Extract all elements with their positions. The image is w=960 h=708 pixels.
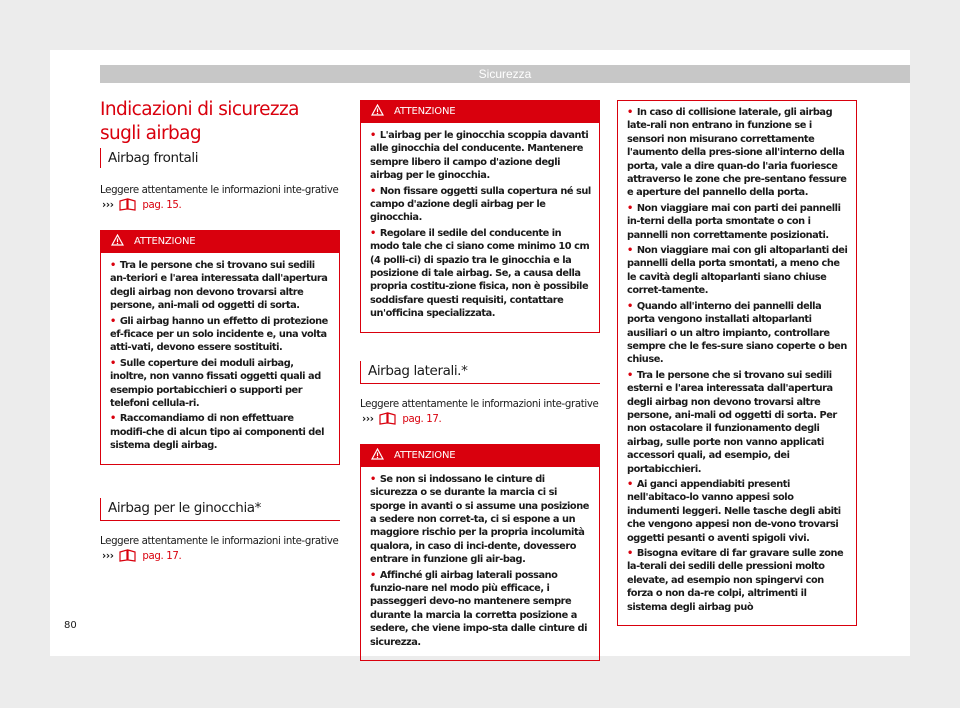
warning-body bbox=[618, 101, 856, 625]
warning-item: • Sulle coperture dei moduli airbag, inoltre, non vanno fissati oggetti quali ad esempio portabicchieri o supporti per telefoni cellula-ri. bbox=[110, 357, 321, 410]
intro-text: Leggere attentamente le informazioni inte-grative bbox=[100, 535, 339, 547]
warning-triangle-icon bbox=[371, 103, 384, 125]
section-title-knee-airbags bbox=[100, 498, 340, 521]
book-reference-icon[interactable] bbox=[119, 198, 136, 216]
section-title-text: Airbag frontali bbox=[108, 150, 199, 166]
chapter-header: Sicurezza bbox=[100, 65, 910, 83]
page-reference-link[interactable]: pag. 15. bbox=[142, 200, 182, 211]
warning-item: • Tra le persone che si trovano sui sedili esterni e l'area interessata dall'apertura degli airbag non devono trovarsi altre persone, ani-mali od oggetti di sorta. Per non ostacolare il funzionamento degli airbag, sulle porte non vanno applicati accessori quali, ad esempio, dei portabicchieri. bbox=[627, 369, 837, 475]
book-reference-icon[interactable] bbox=[379, 412, 396, 430]
warning-item: • Se non si indossano le cinture di sicurezza o se durante la marcia ci si sporge in avanti o si assume una posizione a sedere non corret-ta, ci si espone a un maggiore rischio per la propria incolumità qualora, in caso di inci-dente, dovessero entrare in funzione gli air-bag. bbox=[370, 473, 589, 566]
arrows-icon: ››› bbox=[362, 413, 374, 425]
warning-box-continued bbox=[617, 100, 857, 626]
warning-item: • Bisogna evitare di far gravare sulle zone la-terali dei sedili delle pressioni molto elevate, ad esempio non spingervi con forza o non da-re colpi, altrimenti il sistema degli airbag può bbox=[627, 548, 844, 613]
intro-paragraph bbox=[100, 184, 340, 216]
warning-item: • In caso di collisione laterale, gli airbag late-rali non entrano in funzione se i sensori non misurano correttamente l'aumento della pres-sione all'interno della porta, vale a dire quan-do l'aria fuoriesce attraverso le zone che pre-sentano fessure e aperture del pannello della porta. bbox=[627, 107, 847, 199]
warning-item: • Ai ganci appendiabiti presenti nell'abitaco-lo vanno appesi solo indumenti leggeri. Nelle tasche degli abiti che vengono appesi non de-vono trovarsi oggetti pesanti o aventi spigoli vivi. bbox=[627, 478, 841, 544]
intro-paragraph bbox=[100, 535, 340, 567]
page-title: Indicazioni di sicurezza sugli airbag bbox=[100, 99, 299, 144]
warning-triangle-icon bbox=[371, 447, 384, 469]
warning-item: • Non viaggiare mai con gli altoparlanti dei pannelli della porta smontati, a meno che le cavità degli altoparlanti siano chiuse corret-tamente. bbox=[627, 245, 848, 297]
arrows-icon: ››› bbox=[102, 550, 114, 562]
page-reference-link[interactable]: pag. 17. bbox=[142, 550, 182, 562]
arrows-icon: ››› bbox=[102, 200, 114, 211]
warning-item: • Raccomandiamo di non effettuare modifi-che di alcun tipo ai componenti del sistema degli airbag. bbox=[110, 413, 324, 452]
section-title-side-airbags bbox=[360, 361, 600, 384]
warning-body bbox=[101, 253, 339, 464]
warning-body bbox=[361, 467, 599, 660]
warning-header bbox=[361, 101, 599, 123]
warning-body bbox=[361, 123, 599, 332]
section-title-text: Airbag laterali.* bbox=[368, 362, 468, 379]
intro-paragraph bbox=[360, 398, 600, 430]
warning-triangle-icon bbox=[111, 233, 124, 255]
warning-title: ATTENZIONE bbox=[133, 236, 196, 247]
warning-title: ATTENZIONE bbox=[393, 449, 456, 461]
intro-text: Leggere attentamente le informazioni inte-grative bbox=[360, 398, 599, 410]
section-title-front-airbags bbox=[100, 148, 340, 168]
warning-item: • Regolare il sedile del conducente in modo tale che ci siano come minimo 10 cm (4 polli-ci) di spazio tra le ginocchia e la posizione di tale airbag. Se, a causa della propria costitu-zione fisica, non è possibile soddisfare questi requisiti, contattare un'officina specializzata. bbox=[370, 227, 590, 320]
warning-box bbox=[360, 100, 600, 333]
warning-item: • Tra le persone che si trovano sui sedili an-teriori e l'area interessata dall'apertura degli airbag non devono trovarsi altre persone, ani-mali od oggetti di sorta. bbox=[110, 260, 328, 312]
page-number: 80 bbox=[64, 620, 77, 631]
section-title-text: Airbag per le ginocchia* bbox=[108, 499, 262, 516]
warning-item: • Gli airbag hanno un effetto di protezione ef-ficace per un solo incidente e, una volta atti-vati, devono essere sostituiti. bbox=[110, 315, 328, 354]
warning-item: • L'airbag per le ginocchia scoppia davanti alle ginocchia del conducente. Mantenere sempre libero il campo d'azione degli airbag per le ginocchia. bbox=[370, 130, 589, 182]
warning-item: • Affinché gli airbag laterali possano funzio-nare nel modo più efficace, i passeggeri devo-no mantenere sempre durante la marcia la corretta posizione a sedere, che viene impo-sta dalle cinture di sicurezza. bbox=[370, 569, 588, 648]
column-1 bbox=[100, 98, 340, 567]
column-3 bbox=[617, 100, 857, 626]
warning-box bbox=[360, 444, 600, 661]
warning-item: • Quando all'interno dei pannelli della porta vengono installati altoparlanti ausiliari o un altro impianto, controllare sempre che le fes-sure siano coperte o ben chiuse. bbox=[627, 300, 847, 366]
manual-page bbox=[50, 50, 910, 656]
warning-item: • Non fissare oggetti sulla copertura né sul campo d'azione degli airbag per le ginocchia. bbox=[370, 185, 591, 224]
column-2 bbox=[360, 100, 600, 661]
warning-box bbox=[100, 230, 340, 465]
book-reference-icon[interactable] bbox=[119, 549, 136, 567]
warning-item: • Non viaggiare mai con parti dei pannelli in-terni della porta smontate o con i pannelli non correttamente posizionati. bbox=[627, 202, 841, 241]
warning-title: ATTENZIONE bbox=[393, 106, 456, 117]
page-reference-link[interactable]: pag. 17. bbox=[402, 413, 442, 425]
warning-header bbox=[361, 445, 599, 467]
intro-text: Leggere attentamente le informazioni inte-grative bbox=[100, 185, 339, 196]
warning-header bbox=[101, 231, 339, 253]
